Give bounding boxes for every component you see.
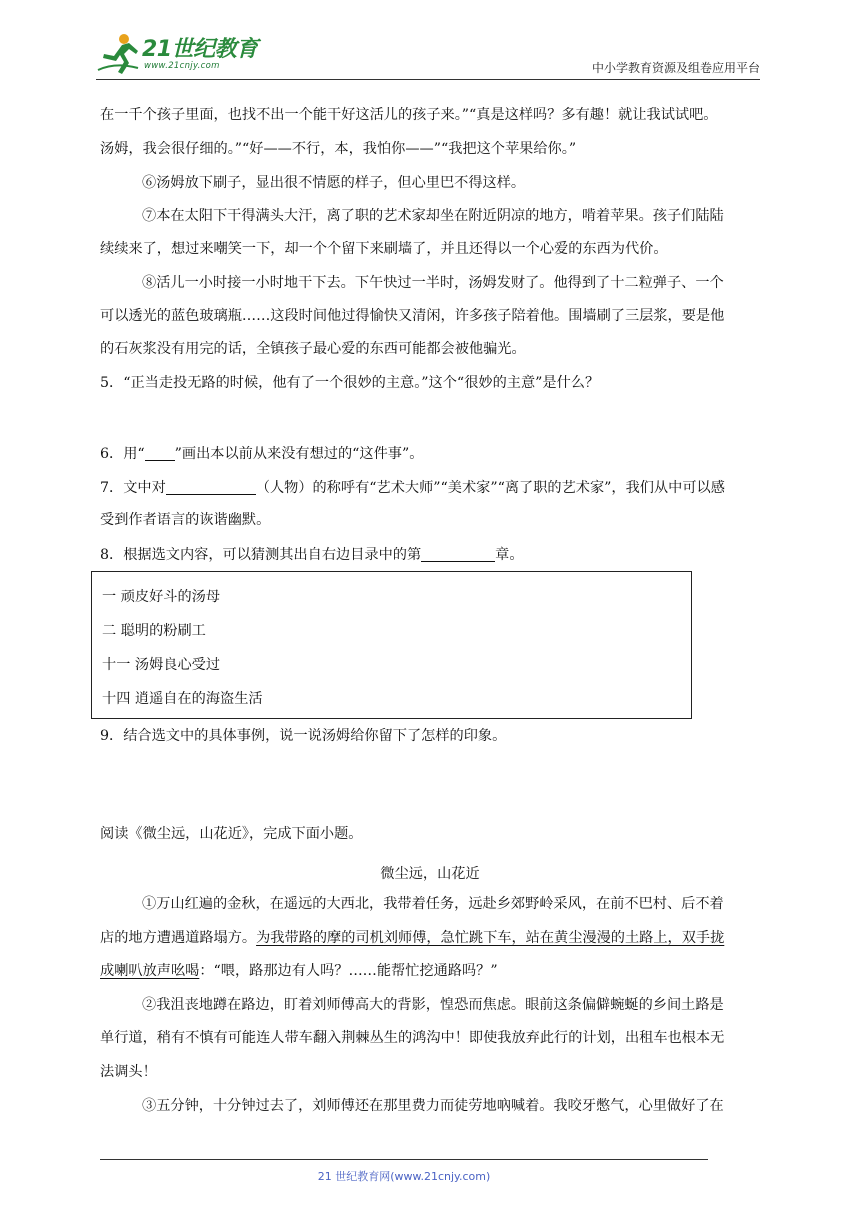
question-7 — [100, 480, 725, 495]
passage-line — [100, 931, 724, 945]
passage-line: 汤姆，我会很仔细的。”“好——不行，本，我怕你——”“我把这个苹果给你。” — [100, 141, 577, 157]
question-7-cont: 受到作者语言的诙谐幽默。 — [100, 512, 271, 528]
passage-line: ⑦本在太阳下干得满头大汗，离了职的艺术家却坐在附近阴凉的地方，啃着苹果。孩子们陆陆 — [142, 208, 724, 224]
passage-line: 的石灰浆没有用完的话，全镇孩子最心爱的东西可能都会被他骗光。 — [100, 341, 526, 357]
site-logo[interactable] — [96, 32, 266, 80]
passage-line: 在一千个孩子里面，也找不出一个能干好这活儿的孩子来。”“真是这样吗？多有趣！就让我试试吧。 — [100, 107, 718, 123]
passage-text: ：“喂，路那边有人吗？……能帮忙挖通路吗？” — [199, 963, 498, 979]
toc-item: 十四 逍遥自在的海盗生活 — [102, 691, 263, 707]
underlined-sentence: 成喇叭放声吆喝 — [100, 963, 200, 979]
passage-line: ①万山红遍的金秋，在遥远的大西北，我带着任务，远赴乡郊野岭采风，在前不巴村、后不着 — [142, 896, 724, 912]
page-header — [96, 24, 760, 80]
toc-item: 一 顽皮好斗的汤母 — [102, 589, 221, 605]
q8-text-b: 章。 — [495, 546, 524, 563]
reading-intro: 阅读《微尘远，山花近》，完成下面小题。 — [100, 826, 363, 842]
question-5: 5．“正当走投无路的时候，他有了一个很妙的主意。”这个“很妙的主意”是什么？ — [100, 375, 600, 391]
underlined-sentence: 为我带路的摩的司机刘师傅，急忙跳下车，站在黄尘漫漫的土路上，双手拢 — [256, 930, 725, 946]
q8-text-a: 8．根据选文内容，可以猜测其出自右边目录中的第 — [100, 546, 422, 563]
footer-divider — [100, 1159, 708, 1160]
passage-line: ③五分钟，十分钟过去了，刘师傅还在那里费力而徒劳地吶喊着。我咬牙憋气，心里做好了在 — [142, 1098, 724, 1114]
q7-text-b: （人物）的称呼有“艺术大师”“美术家”“离了职的艺术家”，我们从中可以感 — [255, 479, 725, 496]
q6-text-b: ”画出本以前从来没有想过的“这件事”。 — [174, 445, 424, 462]
platform-label: 中小学教育资源及组卷应用平台 — [591, 61, 760, 75]
passage-line: ⑧活儿一小时接一小时地干下去。下午快过一半时，汤姆发财了。他得到了十二粒弹子、一个 — [142, 275, 724, 291]
q8-answer-blank[interactable] — [421, 547, 495, 562]
question-6 — [100, 446, 423, 461]
passage-title: 微尘远，山花近 — [380, 866, 480, 882]
logo-text: 21世纪教育 — [142, 37, 258, 62]
question-9: 9．结合选文中的具体事例，说一说汤姆给你留下了怎样的印象。 — [100, 728, 507, 744]
passage-line: 法调头！ — [100, 1064, 157, 1080]
q7-text-a: 7．文中对 — [100, 479, 166, 496]
q7-answer-blank[interactable] — [166, 480, 256, 495]
footer-link[interactable]: 21 世纪教育网(www.21cnjy.com) — [317, 1170, 491, 1183]
q6-text-a: 6．用“ — [100, 445, 145, 462]
passage-text: 店的地方遭遇道路塌方。 — [100, 930, 257, 946]
table-of-contents-box — [91, 571, 692, 719]
passage-line: 续续来了，想过来嘲笑一下，却一个个留下来刷墙了，并且还得以一个心爱的东西为代价。 — [100, 241, 668, 257]
q6-answer-blank[interactable] — [145, 446, 175, 461]
question-8 — [100, 547, 524, 562]
runner-logo-icon — [96, 32, 140, 76]
passage-line: 单行道，稍有不慎有可能连人带车翻入荆棘丛生的鸿沟中！即使我放弃此行的计划，出租车也根本无 — [100, 1030, 725, 1046]
passage-line: ⑥汤姆放下刷子，显出很不情愿的样子，但心里巴不得这样。 — [142, 175, 526, 191]
passage-line: 可以透光的蓝色玻璃瓶……这段时间他过得愉快又清闲，许多孩子陪着他。围墙刷了三层浆，要是他 — [100, 308, 725, 324]
logo-url: www.21cnjy.com — [144, 61, 220, 71]
header-divider — [96, 79, 760, 80]
toc-item: 十一 汤姆良心受过 — [102, 657, 221, 673]
passage-line — [100, 964, 498, 978]
toc-item: 二 聪明的粉刷工 — [102, 623, 206, 639]
passage-line: ②我沮丧地蹲在路边，盯着刘师傅高大的背影，惶恐而焦虑。眼前这条偏僻蜿蜒的乡间土路是 — [142, 997, 724, 1013]
